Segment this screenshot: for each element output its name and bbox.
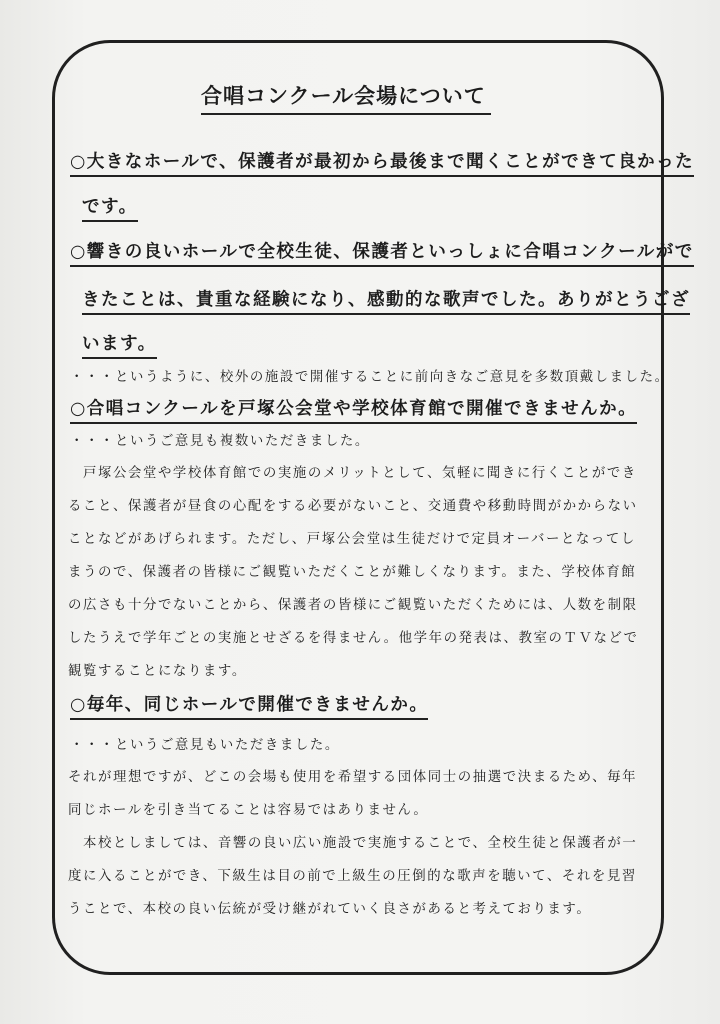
comment-1-line-2: です。 <box>82 193 138 222</box>
comment-2-line-1: ○響きの良いホールで全校生徒、保護者といっしょに合唱コンクールがで <box>70 238 694 267</box>
para2-line-2: 同じホールを引き当てることは容易ではありません。 <box>68 803 429 818</box>
para1-line-5: の広さも十分でないことから、保護者の皆様にご観覧いただくためには、人数を制限 <box>68 598 638 613</box>
comment-2-line-2: きたことは、貴重な経験になり、感動的な歌声でした。ありがとうござ <box>82 286 690 315</box>
para3-line-3: うことで、本校の良い伝統が受け継がれていく良さがあると考えております。 <box>68 902 592 917</box>
page-title: 合唱コンクール会場について <box>201 80 491 115</box>
para1-line-7: 観覧することになります。 <box>68 664 247 679</box>
para1-line-3: ことなどがあげられます。ただし、戸塚公会堂は生徒だけで定員オーバーとなってし <box>68 532 636 547</box>
para1-line-1: 戸塚公会堂や学校体育館での実施のメリットとして、気軽に聞きに行くことができ <box>68 466 637 481</box>
note-also-received: ・・・というご意見もいただきました。 <box>70 738 340 753</box>
para3-line-1: 本校としましては、音響の良い広い施設で実施することで、全校生徒と保護者が一 <box>68 836 638 851</box>
note-positive-feedback: ・・・というように、校外の施設で開催することに前向きなご意見を多数頂戴しました。 <box>70 370 670 385</box>
para1-line-4: まうので、保護者の皆様にご観覧いただくことが難しくなります。また、学校体育館 <box>68 565 637 580</box>
para1-line-2: ること、保護者が昼食の心配をする必要がないこと、交通費や移動時間がかからない <box>68 499 638 514</box>
note-multiple-opinions: ・・・というご意見も複数いただきました。 <box>70 434 370 449</box>
question-same-hall: ○毎年、同じホールで開催できませんか。 <box>70 691 428 720</box>
para3-line-2: 度に入ることができ、下級生は目の前で上級生の圧倒的な歌声を聴いて、それを見習 <box>68 869 637 884</box>
question-totsuka-or-gym: ○合唱コンクールを戸塚公会堂や学校体育館で開催できませんか。 <box>70 395 637 424</box>
para2-line-1: それが理想ですが、どこの会場も使用を希望する団体同士の抽選で決まるため、毎年 <box>68 770 638 785</box>
comment-2-line-3: います。 <box>82 330 157 359</box>
para1-line-6: したうえで学年ごとの実施とせざるを得ません。他学年の発表は、教室のＴＶなどで <box>68 631 639 646</box>
comment-1-line-1: ○大きなホールで、保護者が最初から最後まで聞くことができて良かった <box>70 148 694 177</box>
